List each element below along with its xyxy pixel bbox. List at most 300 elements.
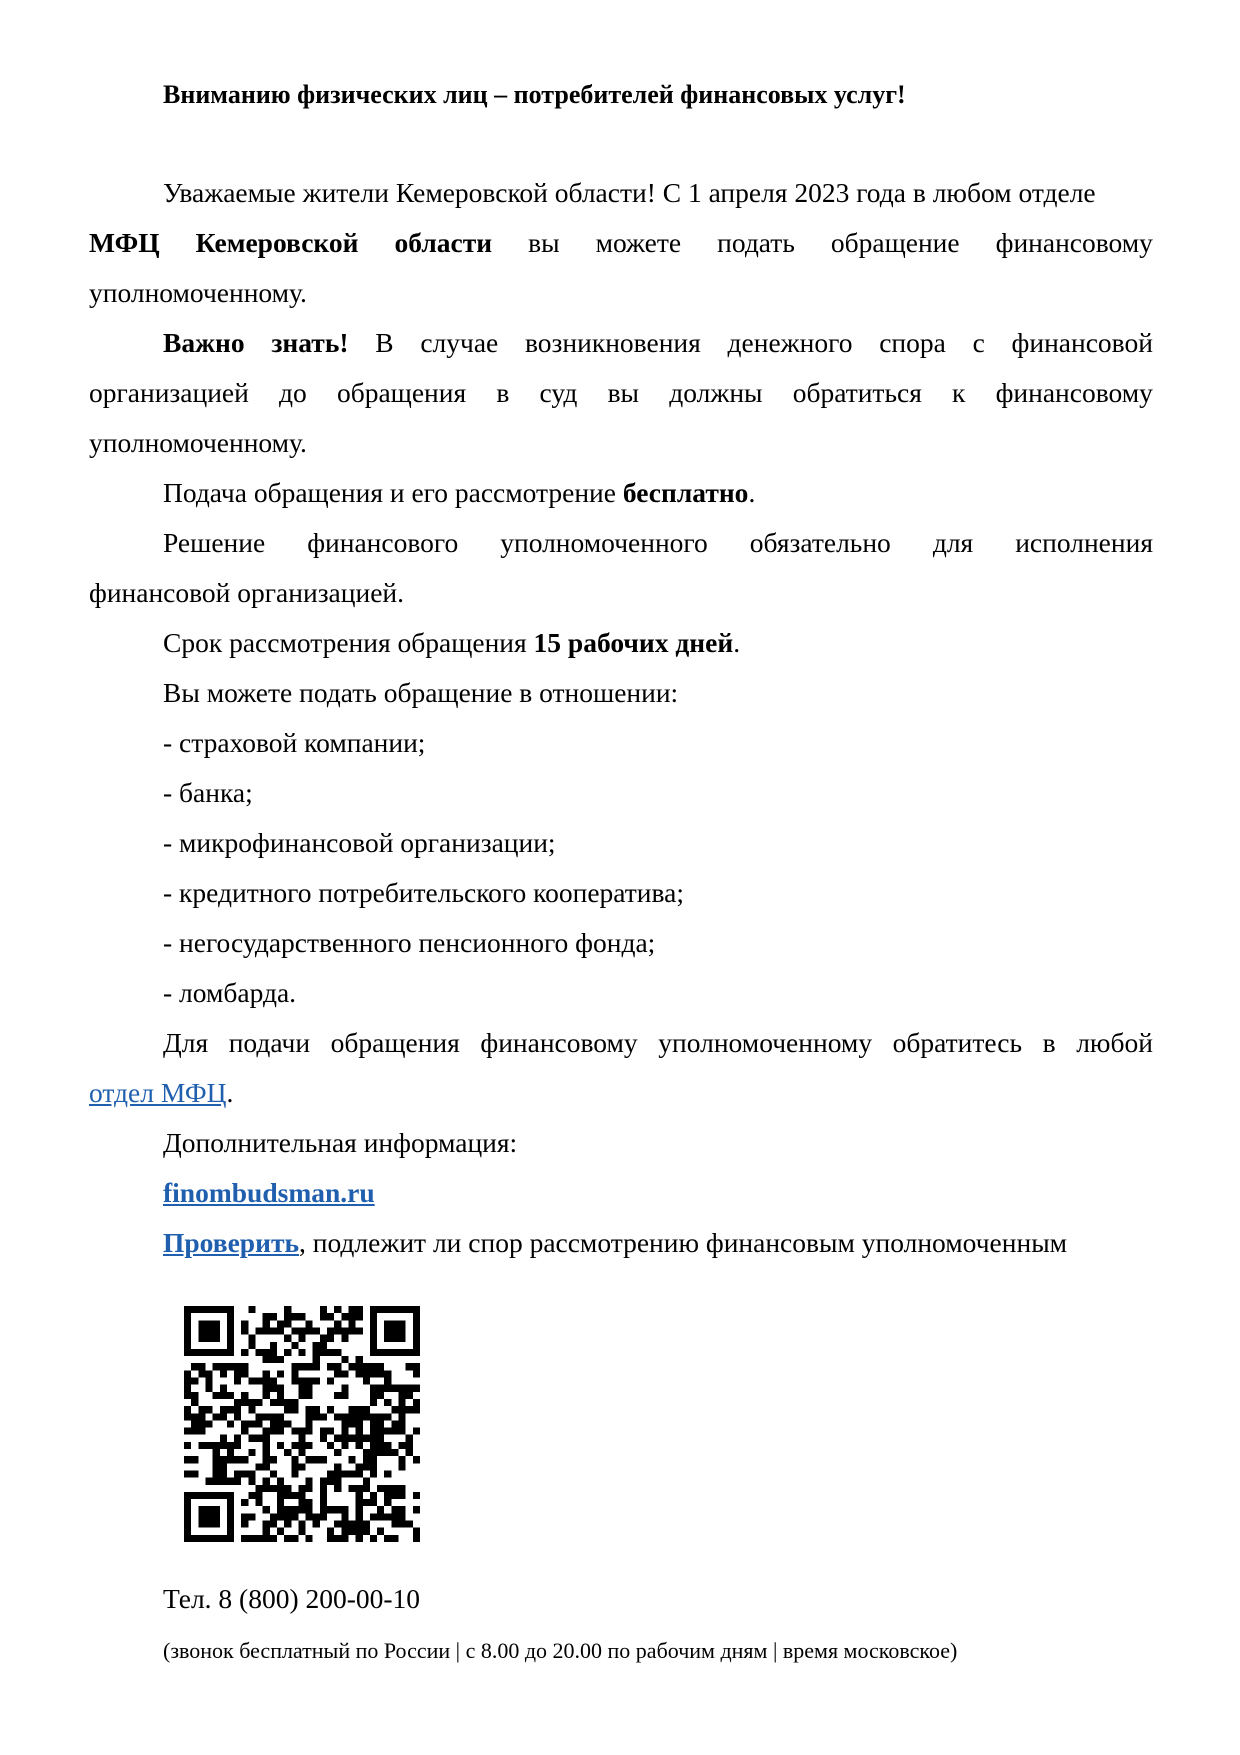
qr-module: [241, 1320, 248, 1327]
free-line: [163, 476, 1240, 510]
qr-module: [406, 1435, 413, 1442]
qr-module: [256, 1485, 263, 1492]
qr-module: [356, 1435, 363, 1442]
qr-module: [241, 1327, 248, 1334]
qr-module: [263, 1485, 270, 1492]
qr-module: [413, 1385, 420, 1392]
qr-module: [341, 1356, 348, 1363]
more-info-label: Дополнительная информация:: [163, 1127, 518, 1158]
qr-module: [263, 1506, 270, 1513]
important-word: в: [496, 377, 510, 408]
qr-module: [334, 1349, 341, 1356]
qr-module: [198, 1320, 219, 1341]
qr-module: [205, 1370, 212, 1377]
qr-module: [391, 1492, 398, 1499]
intro-word: вы: [528, 227, 560, 258]
qr-module: [205, 1420, 212, 1427]
qr-module: [327, 1428, 334, 1435]
important-word: суд: [539, 377, 578, 408]
qr-module: [205, 1478, 212, 1485]
qr-module: [291, 1363, 298, 1370]
qr-module: [327, 1506, 334, 1513]
phone-note: (звонок бесплатный по России | с 8.00 до 20.00 по рабочим дням | время московское): [163, 1638, 958, 1663]
qr-module: [284, 1449, 291, 1456]
qr-module: [384, 1370, 391, 1377]
qr-module: [191, 1470, 198, 1477]
qr-module: [363, 1363, 370, 1370]
qr-module: [298, 1327, 305, 1334]
apply-word: подачи: [228, 1027, 311, 1058]
qr-module: [341, 1335, 348, 1342]
qr-module: [270, 1313, 277, 1320]
qr-module: [377, 1392, 384, 1399]
qr-module: [234, 1378, 241, 1385]
list-item: - кредитного потребительского кооператива;: [163, 877, 684, 908]
qr-module: [306, 1320, 313, 1327]
qr-module: [363, 1370, 370, 1377]
qr-module: [277, 1413, 284, 1420]
qr-module: [363, 1485, 370, 1492]
qr-module: [406, 1521, 413, 1528]
qr-module: [320, 1428, 327, 1435]
qr-module: [298, 1428, 305, 1435]
qr-module: [399, 1456, 406, 1463]
qr-module: [205, 1378, 212, 1385]
qr-module: [213, 1478, 220, 1485]
qr-module: [391, 1506, 398, 1513]
qr-module: [363, 1449, 370, 1456]
qr-module: [356, 1420, 363, 1427]
qr-module: [384, 1413, 391, 1420]
decision-line-1: [163, 526, 1153, 560]
qr-module: [220, 1385, 227, 1392]
qr-module: [327, 1363, 334, 1370]
qr-module: [277, 1513, 284, 1520]
qr-module: [291, 1370, 298, 1377]
qr-module: [363, 1463, 370, 1470]
qr-module: [241, 1420, 248, 1427]
intro-bold-word: области: [394, 227, 493, 258]
qr-module: [298, 1378, 305, 1385]
qr-module: [356, 1370, 363, 1377]
qr-module: [213, 1456, 220, 1463]
intro-line-3: уполномоченному.: [89, 277, 307, 308]
qr-module: [363, 1499, 370, 1506]
qr-module: [341, 1327, 348, 1334]
qr-module: [263, 1535, 270, 1542]
qr-module: [356, 1356, 363, 1363]
qr-module: [191, 1428, 198, 1435]
qr-module: [291, 1378, 298, 1385]
important-line-2: [89, 376, 1153, 410]
qr-module: [248, 1399, 255, 1406]
qr-module: [413, 1528, 420, 1535]
check-line: [163, 1226, 1240, 1260]
intro-word: подать: [717, 227, 795, 258]
qr-module: [313, 1413, 320, 1420]
qr-module: [248, 1406, 255, 1413]
important-word: денежного: [727, 327, 853, 358]
important-line-3: уполномоченному.: [89, 427, 307, 458]
qr-module: [334, 1506, 341, 1513]
qr-module: [284, 1306, 291, 1313]
decision-word: обязательно: [749, 527, 891, 558]
qr-module: [205, 1406, 212, 1413]
qr-module: [384, 1470, 391, 1477]
qr-module: [198, 1413, 205, 1420]
qr-module: [270, 1356, 277, 1363]
qr-module: [377, 1442, 384, 1449]
qr-module: [256, 1413, 263, 1420]
qr-module: [406, 1392, 413, 1399]
qr-module: [370, 1442, 377, 1449]
qr-module: [370, 1499, 377, 1506]
qr-module: [291, 1428, 298, 1435]
qr-module: [363, 1528, 370, 1535]
qr-module: [306, 1406, 313, 1413]
qr-module: [399, 1399, 406, 1406]
qr-module: [313, 1349, 320, 1356]
page-title: Вниманию физических лиц – потребителей финансовых услуг!: [163, 80, 906, 109]
qr-module: [306, 1535, 313, 1542]
qr-module: [298, 1385, 305, 1392]
decision-word: финансового: [307, 527, 459, 558]
finombudsman-link[interactable]: finombudsman.ru: [163, 1177, 375, 1208]
important-word: обратиться: [792, 377, 922, 408]
qr-module: [341, 1513, 348, 1520]
qr-module: [270, 1485, 277, 1492]
qr-module: [277, 1442, 284, 1449]
qr-module: [348, 1420, 355, 1427]
qr-module: [248, 1435, 255, 1442]
qr-module: [227, 1392, 234, 1399]
qr-module: [320, 1492, 327, 1499]
qr-module: [406, 1449, 413, 1456]
qr-module: [341, 1385, 348, 1392]
qr-module: [377, 1413, 384, 1420]
intro-word: финансовому: [995, 227, 1153, 258]
qr-module: [291, 1442, 298, 1449]
qr-module: [248, 1470, 255, 1477]
qr-module: [284, 1406, 291, 1413]
qr-module: [327, 1528, 334, 1535]
qr-module: [356, 1406, 363, 1413]
qr-module: [213, 1413, 220, 1420]
qr-module: [291, 1506, 298, 1513]
qr-module: [413, 1506, 420, 1513]
qr-module: [306, 1485, 313, 1492]
qr-module: [234, 1363, 241, 1370]
qr-module: [263, 1456, 270, 1463]
qr-module: [241, 1535, 248, 1542]
qr-module: [220, 1442, 227, 1449]
qr-module: [356, 1528, 363, 1535]
qr-module: [399, 1506, 406, 1513]
qr-module: [213, 1392, 220, 1399]
qr-module: [184, 1392, 191, 1399]
decision-line-2: финансовой организацией.: [89, 577, 404, 608]
qr-module: [370, 1513, 377, 1520]
qr-module: [413, 1492, 420, 1499]
qr-module: [198, 1363, 205, 1370]
qr-module: [320, 1435, 327, 1442]
qr-module: [384, 1399, 391, 1406]
qr-module: [270, 1428, 277, 1435]
qr-module: [205, 1442, 212, 1449]
qr-module: [284, 1513, 291, 1520]
qr-code[interactable]: [184, 1306, 420, 1542]
qr-module: [363, 1413, 370, 1420]
qr-module: [377, 1485, 384, 1492]
qr-module: [391, 1385, 398, 1392]
qr-module: [241, 1349, 248, 1356]
qr-module: [220, 1470, 227, 1477]
qr-module: [298, 1506, 305, 1513]
free-tail: .: [748, 477, 756, 508]
qr-module: [270, 1470, 277, 1477]
qr-module: [320, 1456, 327, 1463]
intro-bold-word: Кемеровской: [195, 227, 359, 258]
qr-module: [220, 1363, 227, 1370]
free-text: Подача обращения и его рассмотрение: [163, 477, 623, 508]
qr-module: [298, 1449, 305, 1456]
qr-module: [270, 1513, 277, 1520]
qr-module: [384, 1485, 391, 1492]
qr-module: [399, 1428, 406, 1435]
qr-module: [198, 1428, 205, 1435]
qr-module: [291, 1327, 298, 1334]
qr-module: [291, 1406, 298, 1413]
mfc-office-link[interactable]: отдел МФЦ: [89, 1077, 227, 1108]
qr-module: [198, 1506, 219, 1527]
qr-module: [377, 1506, 384, 1513]
qr-module: [384, 1320, 405, 1341]
qr-module: [184, 1428, 191, 1435]
qr-module: [298, 1442, 305, 1449]
qr-module: [377, 1528, 384, 1535]
qr-module: [284, 1535, 291, 1542]
qr-module: [248, 1492, 255, 1499]
qr-module: [341, 1313, 348, 1320]
qr-module: [363, 1435, 370, 1442]
qr-module: [220, 1413, 227, 1420]
qr-module: [241, 1513, 248, 1520]
qr-module: [334, 1306, 341, 1313]
decision-word: для: [932, 527, 974, 558]
qr-module: [313, 1513, 320, 1520]
qr-module: [277, 1327, 284, 1334]
qr-module: [298, 1363, 305, 1370]
qr-module: [306, 1456, 313, 1463]
qr-module: [256, 1499, 263, 1506]
qr-module: [370, 1535, 377, 1542]
qr-module: [370, 1363, 377, 1370]
qr-module: [263, 1413, 270, 1420]
qr-module: [399, 1492, 406, 1499]
qr-module: [306, 1392, 313, 1399]
qr-module: [377, 1435, 384, 1442]
qr-module: [341, 1506, 348, 1513]
site-line: [163, 1176, 1240, 1210]
qr-module: [313, 1521, 320, 1528]
qr-module: [220, 1392, 227, 1399]
qr-module: [399, 1385, 406, 1392]
intro-line-1: Уважаемые жители Кемеровской области! С 1 апреля 2023 года в любом отделе: [163, 177, 1096, 208]
qr-module: [298, 1313, 305, 1320]
qr-module: [220, 1478, 227, 1485]
qr-module: [348, 1327, 355, 1334]
qr-module: [298, 1392, 305, 1399]
qr-module: [334, 1521, 341, 1528]
qr-module: [391, 1428, 398, 1435]
qr-module: [241, 1399, 248, 1406]
qr-module: [298, 1349, 305, 1356]
qr-module: [213, 1363, 220, 1370]
qr-module: [234, 1435, 241, 1442]
qr-module: [291, 1492, 298, 1499]
qr-module: [306, 1378, 313, 1385]
qr-module: [284, 1335, 291, 1342]
check-link[interactable]: Проверить: [163, 1227, 299, 1258]
qr-module: [306, 1442, 313, 1449]
qr-module: [406, 1363, 413, 1370]
qr-module: [363, 1478, 370, 1485]
qr-module: [334, 1370, 341, 1377]
intro-word: можете: [595, 227, 682, 258]
apply-word: обращения: [330, 1027, 460, 1058]
qr-module: [334, 1363, 341, 1370]
qr-module: [384, 1385, 391, 1392]
qr-module: [356, 1492, 363, 1499]
qr-module: [370, 1463, 377, 1470]
qr-module: [348, 1363, 355, 1370]
qr-module: [377, 1513, 384, 1520]
qr-module: [263, 1327, 270, 1334]
qr-module: [191, 1392, 198, 1399]
qr-module: [348, 1470, 355, 1477]
qr-module: [248, 1378, 255, 1385]
qr-module: [234, 1456, 241, 1463]
qr-module: [363, 1378, 370, 1385]
qr-module: [198, 1370, 205, 1377]
qr-module: [248, 1420, 255, 1427]
qr-module: [399, 1463, 406, 1470]
important-word: случае: [420, 327, 499, 358]
qr-module: [241, 1499, 248, 1506]
qr-module: [227, 1406, 234, 1413]
qr-module: [413, 1363, 420, 1370]
qr-module: [184, 1370, 191, 1377]
qr-module: [320, 1485, 327, 1492]
intro-line-2: [89, 226, 1153, 260]
qr-module: [399, 1513, 406, 1520]
qr-module: [406, 1442, 413, 1449]
qr-module: [270, 1521, 277, 1528]
qr-module: [277, 1399, 284, 1406]
qr-module: [399, 1442, 406, 1449]
qr-module: [263, 1521, 270, 1528]
qr-module: [327, 1327, 334, 1334]
qr-module: [327, 1335, 334, 1342]
qr-module: [391, 1406, 398, 1413]
qr-module: [370, 1392, 377, 1399]
qr-module: [270, 1342, 277, 1349]
qr-module: [270, 1413, 277, 1420]
qr-module: [284, 1399, 291, 1406]
qr-module: [399, 1420, 406, 1427]
qr-module: [370, 1385, 377, 1392]
qr-module: [384, 1499, 391, 1506]
qr-module: [348, 1521, 355, 1528]
qr-module: [356, 1313, 363, 1320]
qr-module: [277, 1492, 284, 1499]
qr-module: [256, 1349, 263, 1356]
qr-module: [341, 1535, 348, 1542]
qr-module: [270, 1378, 277, 1385]
qr-module: [348, 1528, 355, 1535]
qr-module: [220, 1370, 227, 1377]
important-word: финансовому: [995, 377, 1153, 408]
qr-module: [341, 1392, 348, 1399]
qr-module: [256, 1378, 263, 1385]
qr-module: [313, 1327, 320, 1334]
qr-module: [298, 1485, 305, 1492]
qr-module: [413, 1535, 420, 1542]
apply-line-2: [89, 1076, 1240, 1110]
qr-module: [256, 1535, 263, 1542]
qr-module: [277, 1420, 284, 1427]
term-bold: 15 рабочих дней: [533, 627, 734, 658]
qr-module: [191, 1399, 198, 1406]
qr-module: [348, 1435, 355, 1442]
important-word: организацией: [89, 377, 249, 408]
qr-module: [341, 1442, 348, 1449]
qr-module: [184, 1413, 191, 1420]
qr-module: [270, 1349, 277, 1356]
qr-module: [334, 1470, 341, 1477]
qr-module: [291, 1342, 298, 1349]
important-line-1: [163, 326, 1153, 360]
qr-module: [234, 1442, 241, 1449]
qr-module: [370, 1470, 377, 1477]
qr-module: [227, 1478, 234, 1485]
qr-module: [341, 1521, 348, 1528]
qr-module: [363, 1456, 370, 1463]
qr-module: [277, 1320, 284, 1327]
qr-module: [227, 1363, 234, 1370]
qr-module: [363, 1406, 370, 1413]
qr-module: [391, 1420, 398, 1427]
qr-module: [306, 1428, 313, 1435]
qr-module: [384, 1449, 391, 1456]
qr-module: [306, 1385, 313, 1392]
qr-module: [241, 1392, 248, 1399]
qr-module: [320, 1506, 327, 1513]
qr-module: [298, 1492, 305, 1499]
apply-word: в: [1042, 1027, 1056, 1058]
qr-module: [277, 1356, 284, 1363]
qr-module: [370, 1449, 377, 1456]
qr-module: [248, 1335, 255, 1342]
qr-module: [234, 1470, 241, 1477]
qr-module: [341, 1435, 348, 1442]
qr-module: [313, 1356, 320, 1363]
qr-module: [184, 1470, 191, 1477]
qr-module: [306, 1513, 313, 1520]
qr-module: [406, 1385, 413, 1392]
decision-word: уполномоченного: [500, 527, 708, 558]
qr-module: [413, 1428, 420, 1435]
